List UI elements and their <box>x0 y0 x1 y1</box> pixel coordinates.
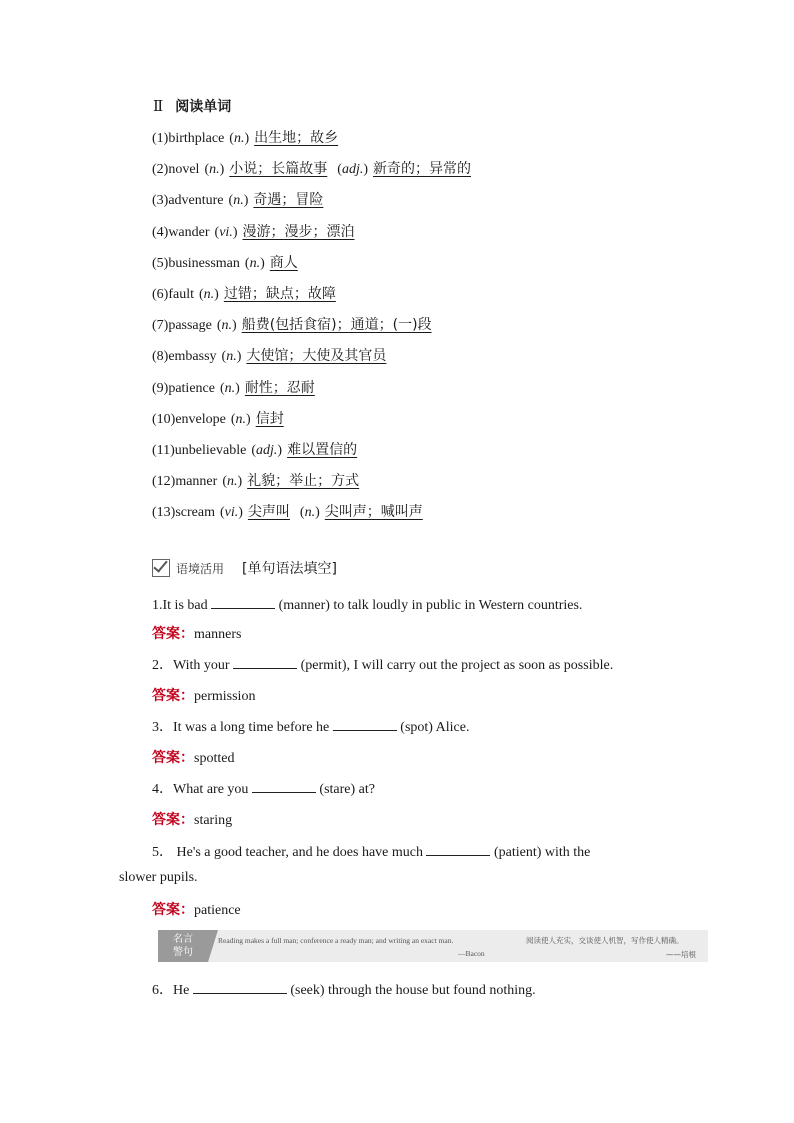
checkbox-icon <box>152 559 170 577</box>
vocab-item <box>152 407 471 438</box>
part-of-speech: (n.) <box>216 318 237 334</box>
vocab-word: (3)adventure <box>152 193 224 209</box>
answer-4 <box>152 809 232 829</box>
answer-value: permission <box>194 689 256 704</box>
part-of-speech: (adj.) <box>251 442 283 458</box>
answer-3 <box>152 747 234 767</box>
exercise-type-title: [单句语法填空] <box>242 561 337 577</box>
vocab-meaning: 礼貌；举止；方式 <box>247 473 360 490</box>
answer-5 <box>152 899 241 919</box>
answer-label: 答案： <box>152 812 194 828</box>
answer-label: 答案： <box>152 902 194 918</box>
vocab-word: (11)unbelievable <box>152 442 247 458</box>
exercise-5-continued <box>119 870 198 886</box>
part-of-speech: (n.) <box>221 349 242 365</box>
vocab-item <box>152 188 471 219</box>
part-of-speech: (n.) <box>228 193 249 209</box>
answer-blank <box>193 979 287 994</box>
answer-label: 答案： <box>152 750 194 766</box>
vocab-meaning: 难以置信的 <box>287 441 358 458</box>
exercise-text: slower pupils. <box>119 870 198 885</box>
part-of-speech: (vi.) <box>214 224 238 240</box>
part-of-speech: (vi.) <box>219 505 243 521</box>
section-number: Ⅱ <box>153 99 164 115</box>
exercise-text: 4．What are you <box>152 782 252 797</box>
part-of-speech: (n.) <box>230 411 251 427</box>
part-of-speech: (n.) <box>299 505 320 521</box>
vocab-word: (6)fault <box>152 286 194 302</box>
section-title: 阅读单词 <box>175 99 232 115</box>
vocab-item <box>152 220 471 251</box>
vocab-meaning: 信封 <box>255 410 284 427</box>
quote-english-author: —Bacon <box>458 949 485 958</box>
vocab-item <box>152 376 471 407</box>
exercise-text: (stare) at? <box>315 782 375 797</box>
vocab-word: (1)birthplace <box>152 131 225 146</box>
quote-tag-line: 警句 <box>173 947 193 958</box>
vocab-item <box>152 313 471 344</box>
answer-2 <box>152 685 255 705</box>
vocab-item <box>152 500 471 531</box>
quote-english: Reading makes a full man; conference a ready man; and writing an exact man. <box>218 936 454 945</box>
vocab-meaning: 尖声叫 <box>247 504 290 521</box>
vocab-word: (12)manner <box>152 474 218 490</box>
vocab-item <box>152 251 471 282</box>
vocab-meaning: 新奇的；异常的 <box>373 161 472 178</box>
answer-blank <box>252 778 316 793</box>
answer-label: 答案： <box>152 626 194 642</box>
vocab-meaning: 过错；缺点；故障 <box>223 285 336 302</box>
exercise-text: 2．With your <box>152 658 234 673</box>
vocab-item <box>152 282 471 313</box>
vocab-word: (7)passage <box>152 318 212 334</box>
answer-value: staring <box>194 813 233 828</box>
vocab-meaning: 尖叫声；喊叫声 <box>324 504 423 521</box>
exercise-2 <box>152 654 613 674</box>
vocab-meaning: 大使馆；大使及其官员 <box>246 348 387 365</box>
exercise-1 <box>152 594 582 614</box>
vocab-item <box>152 157 471 188</box>
vocab-item <box>152 469 471 500</box>
vocab-word: (13)scream <box>152 505 215 521</box>
exercise-4 <box>152 778 375 798</box>
section-heading <box>153 96 231 116</box>
vocab-meaning: 船费(包括食宿)；通道；(一)段 <box>241 317 432 334</box>
exercise-text: 5． He's a good teacher, and he does have much <box>152 845 427 860</box>
exercise-5 <box>152 841 590 861</box>
vocab-meaning: 小说；长篇故事 <box>229 161 328 178</box>
answer-blank <box>333 716 397 731</box>
exercise-text: (permit), I will carry out the project as soon as possible. <box>297 658 614 673</box>
vocab-item <box>152 126 471 157</box>
part-of-speech: (n.) <box>244 255 265 271</box>
answer-blank <box>426 841 490 856</box>
answer-1 <box>152 623 241 643</box>
exercise-6 <box>152 979 536 999</box>
answer-value: manners <box>194 627 242 642</box>
vocab-word: (8)embassy <box>152 349 217 365</box>
vocab-word: (10)envelope <box>152 411 226 427</box>
vocab-item <box>152 438 471 469</box>
exercise-text: 6．He <box>152 983 193 998</box>
exercise-text: 1.It is bad <box>152 598 212 613</box>
vocab-meaning: 漫游；漫步；漂泊 <box>242 223 355 240</box>
part-of-speech: (adj.) <box>337 162 369 178</box>
answer-value: spotted <box>194 751 235 766</box>
answer-blank <box>233 654 297 669</box>
answer-blank <box>211 594 275 609</box>
part-of-speech: (n.) <box>198 286 219 302</box>
vocab-meaning: 奇遇；冒险 <box>253 192 324 209</box>
part-of-speech: (n.) <box>229 131 250 146</box>
answer-label: 答案： <box>152 688 194 704</box>
context-header <box>152 558 337 578</box>
vocab-word: (9)patience <box>152 380 215 396</box>
vocab-word: (5)businessman <box>152 255 240 271</box>
exercise-text: 3．It was a long time before he <box>152 720 333 735</box>
exercise-text: (seek) through the house but found nothing. <box>286 983 536 998</box>
vocab-meaning: 商人 <box>269 254 298 271</box>
vocabulary-list <box>152 126 471 531</box>
exercise-text: (patient) with the <box>490 845 591 860</box>
context-label: 语境活用 <box>176 561 225 576</box>
quote-chinese: 阅读使人充实，交谈使人机智，写作使人精确。 <box>526 936 684 945</box>
vocab-meaning: 出生地；故乡 <box>254 130 339 146</box>
exercise-text: (manner) to talk loudly in public in Western countries. <box>275 598 583 613</box>
quote-tag-line: 名言 <box>173 934 193 945</box>
quote-chinese-author: ——培根 <box>666 950 696 959</box>
exercise-3 <box>152 716 470 736</box>
quote-banner <box>158 930 708 962</box>
vocab-word: (2)novel <box>152 162 200 178</box>
part-of-speech: (n.) <box>219 380 240 396</box>
quote-tag <box>158 930 208 962</box>
answer-value: patience <box>194 903 241 918</box>
vocab-meaning: 耐性；忍耐 <box>244 379 315 396</box>
exercise-text: (spot) Alice. <box>396 720 470 735</box>
vocab-word: (4)wander <box>152 224 210 240</box>
part-of-speech: (n.) <box>204 162 225 178</box>
vocab-item <box>152 344 471 375</box>
part-of-speech: (n.) <box>222 474 243 490</box>
